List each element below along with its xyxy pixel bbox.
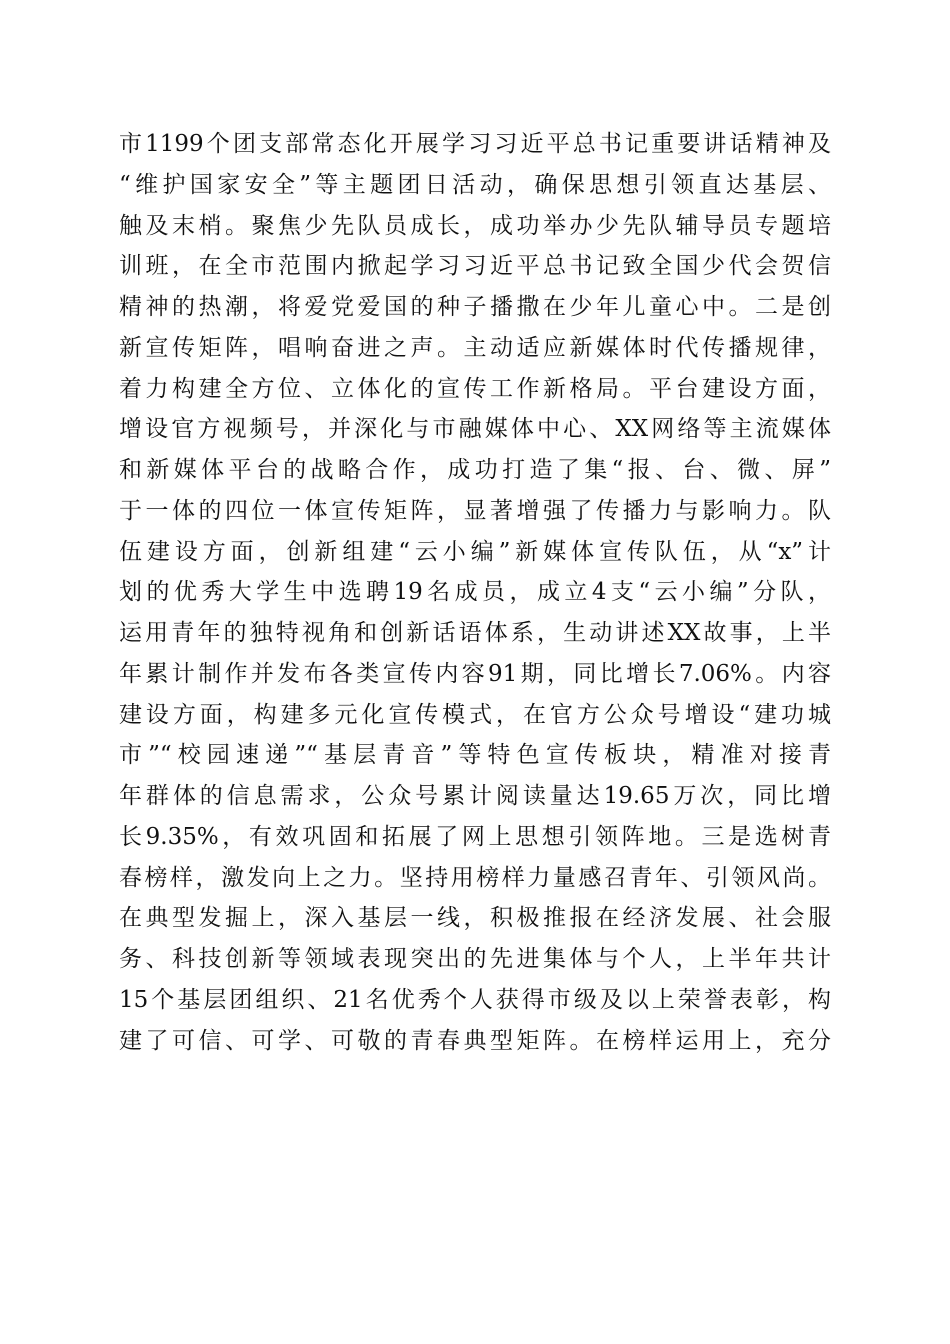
text-line-23: 建了可信、可学、可敬的青春典型矩阵。在榜样运用上，充分 [119,1027,831,1054]
text-line-21: 务、科技创新等领域表现突出的先进集体与个人，上半年共计 [119,946,831,972]
text-line-15: 建设方面，构建多元化宣传模式，在官方公众号增设“建功城 [119,701,831,728]
text-line-6: 新宣传矩阵，唱响奋进之声。主动适应新媒体时代传播规律， [119,334,831,361]
text-line-11: 伍建设方面，创新组建“云小编”新媒体宣传队伍，从“x”计 [119,538,831,565]
text-line-20: 在典型发掘上，深入基层一线，积极推报在经济发展、社会服 [119,905,831,932]
text-line-17: 年群体的信息需求，公众号累计阅读量达19.65万次，同比增 [119,783,831,809]
text-line-16: 市”“校园速递”“基层青音”等特色宣传板块，精准对接青 [119,742,831,769]
body-text [119,124,831,1061]
text-line-3: 触及末梢。聚焦少先队员成长，成功举办少先队辅导员专题培 [119,212,831,239]
text-line-7: 着力构建全方位、立体化的宣传工作新格局。平台建设方面， [119,375,831,402]
text-line-8: 增设官方视频号，并深化与市融媒体中心、XX网络等主流媒体 [119,416,831,443]
text-line-2: “维护国家安全”等主题团日活动，确保思想引领直达基层、 [119,171,831,198]
text-line-4: 训班，在全市范围内掀起学习习近平总书记致全国少代会贺信 [119,253,831,280]
text-line-1: 市1199个团支部常态化开展学习习近平总书记重要讲话精神及 [119,131,831,157]
text-line-14: 年累计制作并发布各类宣传内容91期，同比增长7.06%。内容 [119,660,831,687]
text-line-9: 和新媒体平台的战略合作，成功打造了集“报、台、微、屏” [119,457,831,483]
text-line-13: 运用青年的独特视角和创新话语体系，生动讲述XX故事，上半 [119,620,831,646]
text-line-5: 精神的热潮，将爱党爱国的种子播撒在少年儿童心中。二是创 [119,294,831,320]
text-line-22: 15个基层团组织、21名优秀个人获得市级及以上荣誉表彰，构 [119,986,831,1013]
text-line-10: 于一体的四位一体宣传矩阵，显著增强了传播力与影响力。队 [119,497,831,524]
text-line-19: 春榜样，激发向上之力。坚持用榜样力量感召青年、引领风尚。 [119,864,831,891]
text-line-18: 长9.35%，有效巩固和拓展了网上思想引领阵地。三是选树青 [119,823,831,850]
text-line-12: 划的优秀大学生中选聘19名成员，成立4支“云小编”分队， [119,579,831,606]
